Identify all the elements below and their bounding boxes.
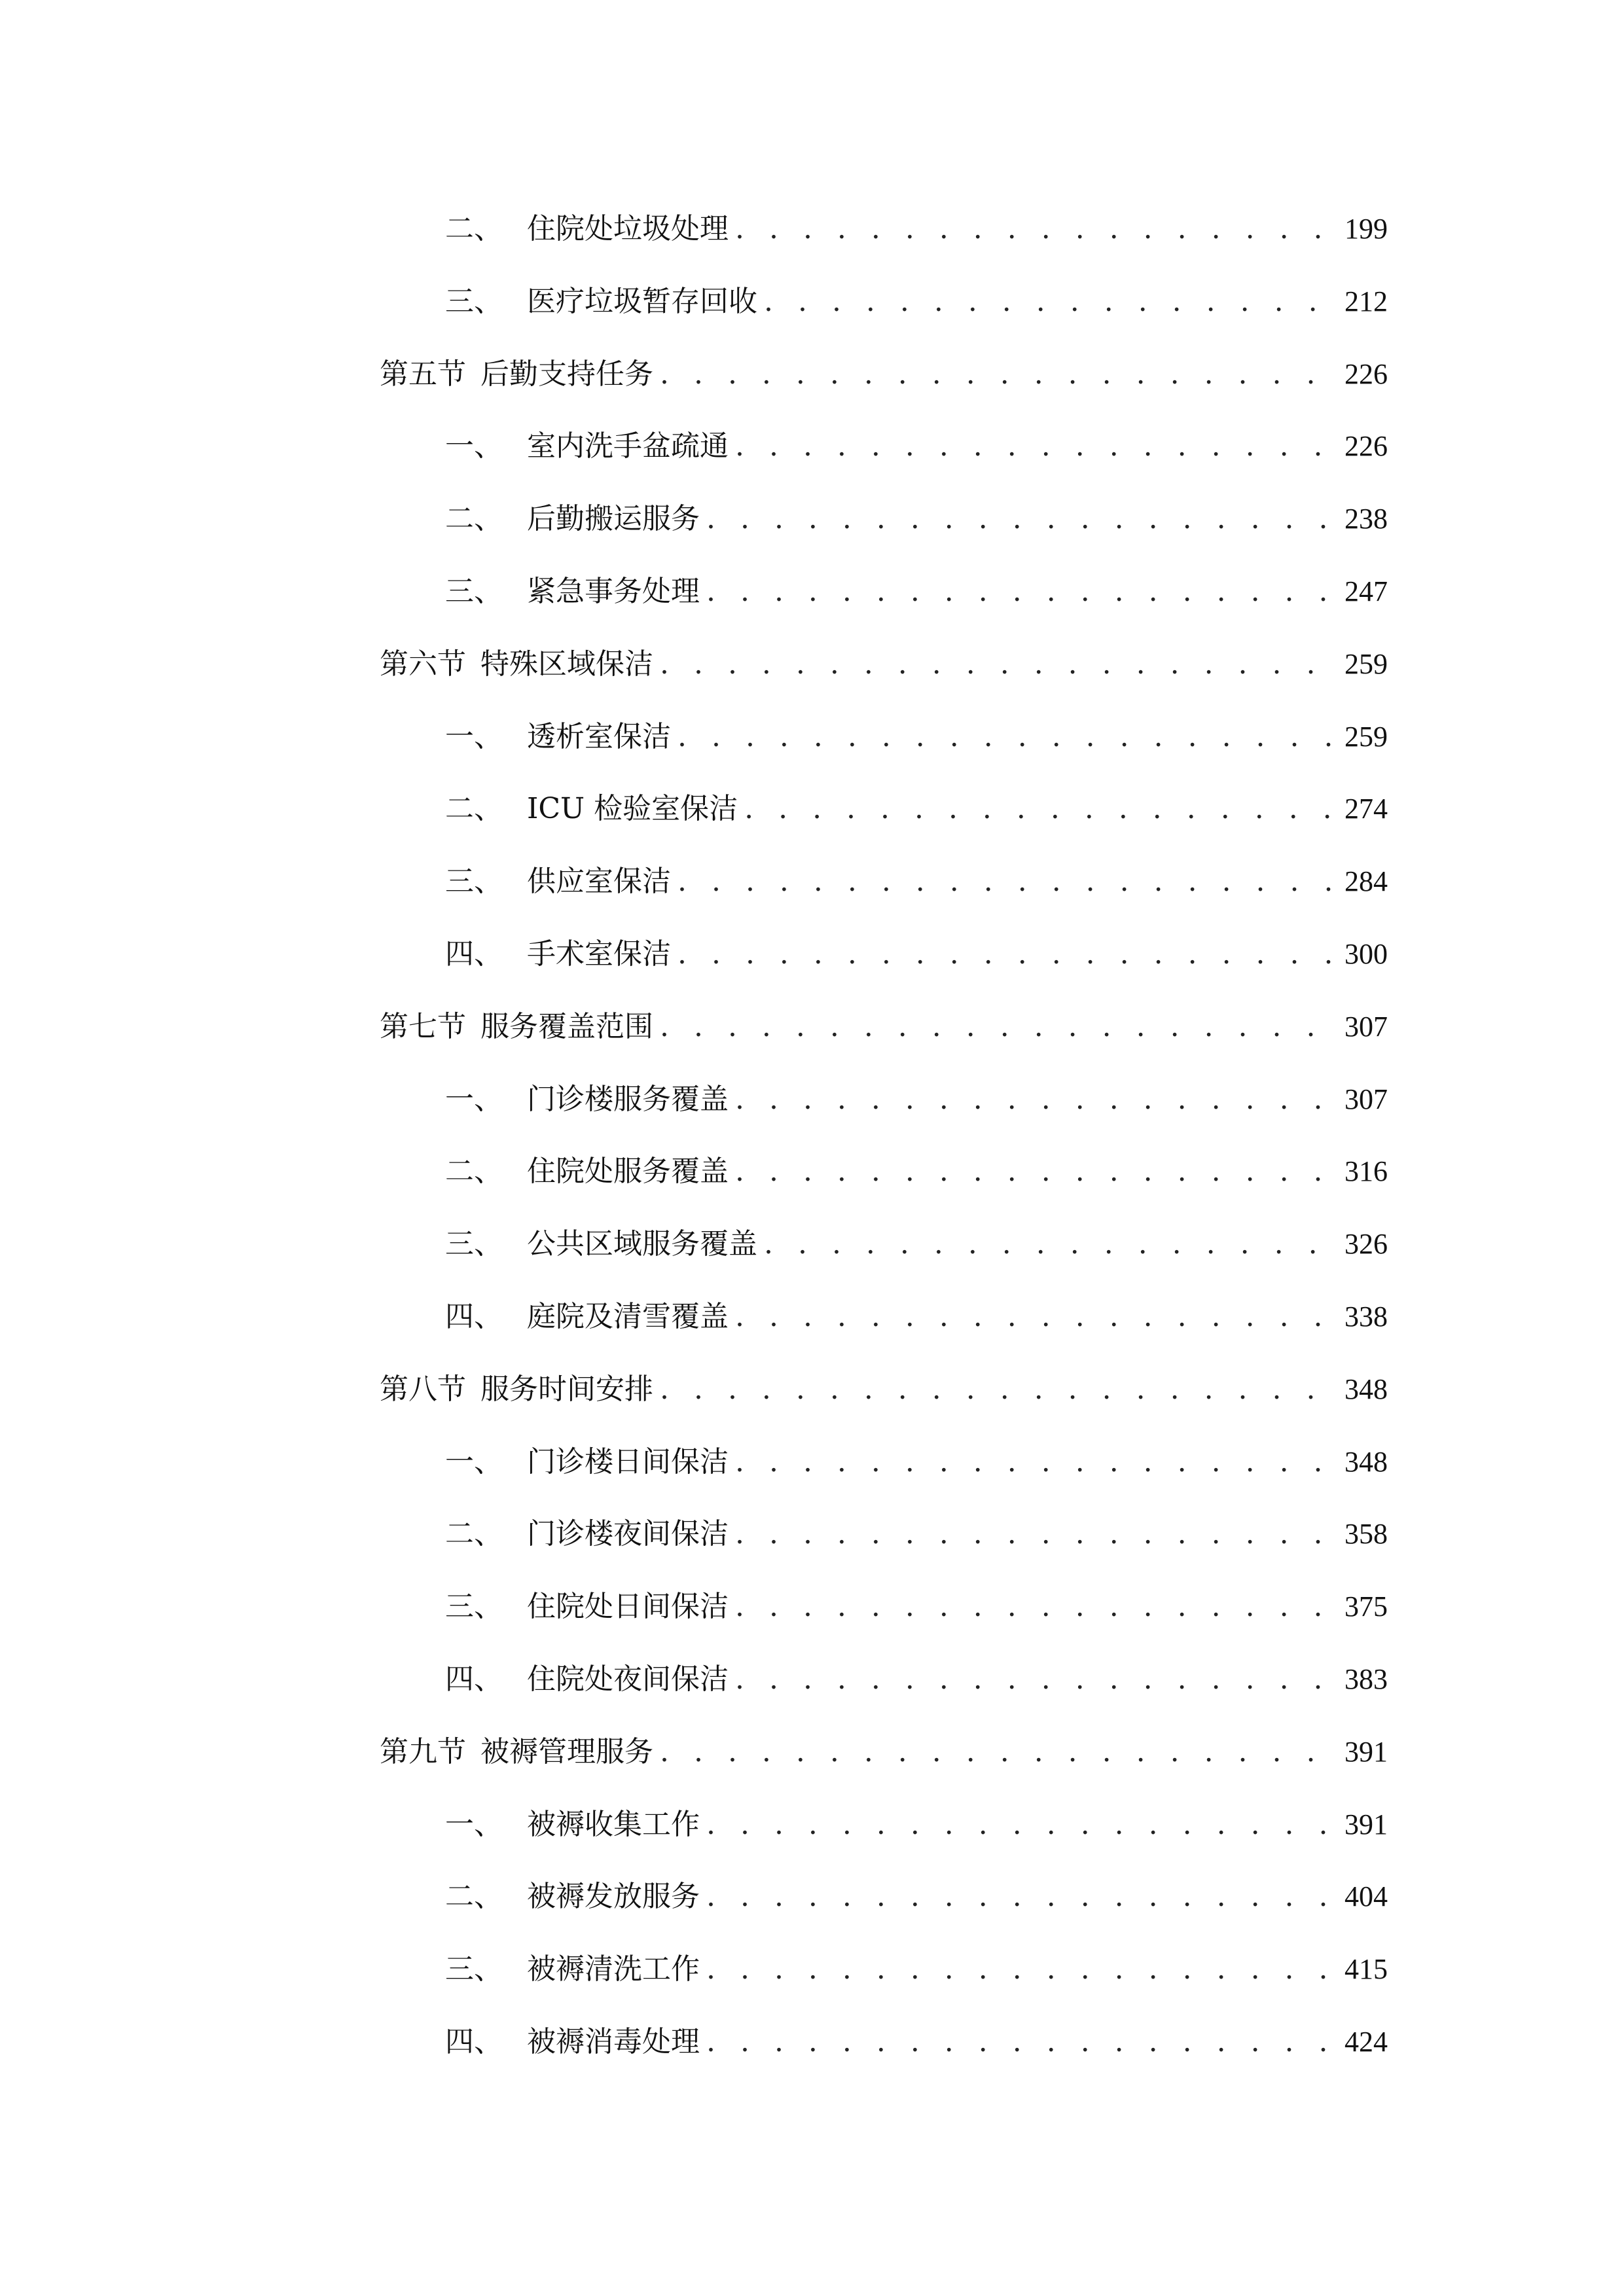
page-number: 274 <box>1344 793 1388 825</box>
page-number: 259 <box>1344 720 1388 753</box>
entry-title: 住院处服务覆盖 <box>527 1155 729 1189</box>
dot-leader <box>764 282 1331 321</box>
toc-entry[interactable] <box>380 499 1388 572</box>
toc-section-heading[interactable] <box>380 1370 1388 1443</box>
entry-number: 四、 <box>445 1662 503 1696</box>
toc-section-heading[interactable] <box>380 1732 1388 1805</box>
entry-title: 透析室保洁 <box>527 719 671 753</box>
page-number: 307 <box>1344 1083 1388 1115</box>
page-number: 383 <box>1344 1662 1388 1695</box>
dot-leader <box>735 209 1331 249</box>
entry-title: 供应室保洁 <box>527 865 671 899</box>
toc-entry[interactable] <box>380 1297 1388 1370</box>
table-of-contents <box>380 209 1388 2095</box>
toc-section-heading[interactable] <box>380 355 1388 427</box>
entry-title: 住院处日间保洁 <box>527 1590 729 1624</box>
entry-number: 三、 <box>445 1227 503 1261</box>
entry-number: 一、 <box>445 1444 503 1479</box>
toc-entry[interactable] <box>380 209 1388 282</box>
entry-title: 医疗垃圾暂存回收 <box>527 284 757 318</box>
page-number: 375 <box>1344 1590 1388 1623</box>
page-number: 226 <box>1344 430 1388 463</box>
toc-entry[interactable] <box>380 1660 1388 1732</box>
page-number: 300 <box>1344 937 1388 970</box>
entry-title: 被褥清洗工作 <box>527 1952 700 1986</box>
toc-entry[interactable] <box>380 862 1388 935</box>
page-number: 284 <box>1344 865 1388 898</box>
entry-number: 三、 <box>445 1590 503 1624</box>
toc-entry[interactable] <box>380 1080 1388 1153</box>
dot-leader <box>660 1007 1331 1047</box>
page-number: 259 <box>1344 647 1388 680</box>
entry-number: 二、 <box>445 792 503 826</box>
page-number: 348 <box>1344 1445 1388 1478</box>
dot-leader <box>677 862 1331 901</box>
entry-title: 被褥管理服务 <box>480 1734 653 1768</box>
dot-leader <box>735 1660 1331 1699</box>
entry-title: 被褥收集工作 <box>527 1807 700 1841</box>
entry-title: 服务时间安排 <box>480 1372 653 1406</box>
toc-entry[interactable] <box>380 935 1388 1007</box>
entry-number: 三、 <box>445 865 503 899</box>
page-number: 212 <box>1344 285 1388 317</box>
page-number: 307 <box>1344 1010 1388 1043</box>
entry-number: 三、 <box>445 1952 503 1986</box>
entry-number: 第八节 <box>380 1372 466 1406</box>
entry-title: 公共区域服务覆盖 <box>527 1227 757 1261</box>
dot-leader <box>735 1443 1331 1482</box>
toc-entry[interactable] <box>380 717 1388 790</box>
dot-leader <box>660 645 1331 684</box>
entry-title: 后勤搬运服务 <box>527 502 700 536</box>
toc-entry[interactable] <box>380 1225 1388 1297</box>
toc-entry[interactable] <box>380 1877 1388 1950</box>
entry-title: 门诊楼日间保洁 <box>527 1444 729 1479</box>
entry-title: 手术室保洁 <box>527 937 671 971</box>
page-number: 326 <box>1344 1228 1388 1261</box>
page-number: 238 <box>1344 503 1388 535</box>
entry-number: 第五节 <box>380 357 466 391</box>
entry-number: 一、 <box>445 719 503 753</box>
entry-title: 门诊楼夜间保洁 <box>527 1517 729 1551</box>
toc-entry[interactable] <box>380 789 1388 862</box>
page-number: 247 <box>1344 575 1388 607</box>
dot-leader <box>735 1297 1331 1336</box>
dot-leader <box>706 1950 1331 1989</box>
entry-title: 门诊楼服务覆盖 <box>527 1082 729 1116</box>
dot-leader <box>735 1152 1331 1191</box>
entry-number: 二、 <box>445 1517 503 1551</box>
page-number: 404 <box>1344 1880 1388 1913</box>
dot-leader <box>764 1225 1331 1264</box>
page-number: 358 <box>1344 1518 1388 1551</box>
dot-leader <box>677 935 1331 974</box>
dot-leader <box>735 1515 1331 1554</box>
dot-leader <box>706 499 1331 539</box>
entry-number: 第九节 <box>380 1734 466 1768</box>
dot-leader <box>735 1587 1331 1626</box>
toc-section-heading[interactable] <box>380 645 1388 717</box>
entry-number: 二、 <box>445 212 503 245</box>
entry-title: 室内洗手盆疏通 <box>527 429 729 463</box>
dot-leader <box>660 355 1331 394</box>
toc-entry[interactable] <box>380 572 1388 645</box>
toc-entry[interactable] <box>380 1443 1388 1515</box>
dot-leader <box>706 1877 1331 1916</box>
toc-entry[interactable] <box>380 282 1388 355</box>
toc-entry[interactable] <box>380 2022 1388 2095</box>
dot-leader <box>706 1805 1331 1844</box>
entry-number: 四、 <box>445 937 503 971</box>
page-number: 391 <box>1344 1735 1388 1768</box>
entry-number: 二、 <box>445 1880 503 1914</box>
entry-title: 住院处垃圾处理 <box>527 212 729 245</box>
toc-entry[interactable] <box>380 1805 1388 1878</box>
entry-number: 四、 <box>445 2024 503 2058</box>
page-number: 391 <box>1344 1808 1388 1840</box>
entry-title: 特殊区域保洁 <box>480 647 653 681</box>
page-number: 226 <box>1344 357 1388 390</box>
toc-section-heading[interactable] <box>380 1007 1388 1080</box>
page-number: 348 <box>1344 1372 1388 1405</box>
entry-title: 被褥发放服务 <box>527 1880 700 1914</box>
entry-number: 二、 <box>445 502 503 536</box>
entry-number: 第六节 <box>380 647 466 681</box>
entry-title: 庭院及清雪覆盖 <box>527 1299 729 1333</box>
entry-number: 第七节 <box>380 1009 466 1043</box>
dot-leader <box>706 2022 1331 2062</box>
dot-leader <box>735 427 1331 466</box>
page-number: 424 <box>1344 2025 1388 2058</box>
page-number: 338 <box>1344 1300 1388 1333</box>
dot-leader <box>744 789 1331 829</box>
toc-entry[interactable] <box>380 1515 1388 1587</box>
dot-leader <box>660 1370 1331 1409</box>
entry-number: 二、 <box>445 1155 503 1189</box>
toc-entry[interactable] <box>380 1950 1388 2022</box>
entry-title: ICU 检验室保洁 <box>527 792 738 826</box>
entry-title: 服务覆盖范围 <box>480 1009 653 1043</box>
entry-title: 被褥消毒处理 <box>527 2024 700 2058</box>
toc-entry[interactable] <box>380 1587 1388 1660</box>
page-number: 316 <box>1344 1155 1388 1188</box>
entry-number: 四、 <box>445 1299 503 1333</box>
entry-title: 后勤支持任务 <box>480 357 653 391</box>
entry-number: 一、 <box>445 1082 503 1116</box>
entry-number: 一、 <box>445 1807 503 1841</box>
toc-entry[interactable] <box>380 1152 1388 1225</box>
entry-title: 住院处夜间保洁 <box>527 1662 729 1696</box>
entry-number: 一、 <box>445 429 503 463</box>
dot-leader <box>735 1080 1331 1119</box>
dot-leader <box>677 717 1331 757</box>
page-number: 415 <box>1344 1953 1388 1986</box>
toc-entry[interactable] <box>380 427 1388 499</box>
dot-leader <box>706 572 1331 611</box>
entry-title: 紧急事务处理 <box>527 574 700 608</box>
page-number: 199 <box>1344 213 1388 245</box>
entry-number: 三、 <box>445 284 503 318</box>
dot-leader <box>660 1732 1331 1772</box>
entry-number: 三、 <box>445 574 503 608</box>
